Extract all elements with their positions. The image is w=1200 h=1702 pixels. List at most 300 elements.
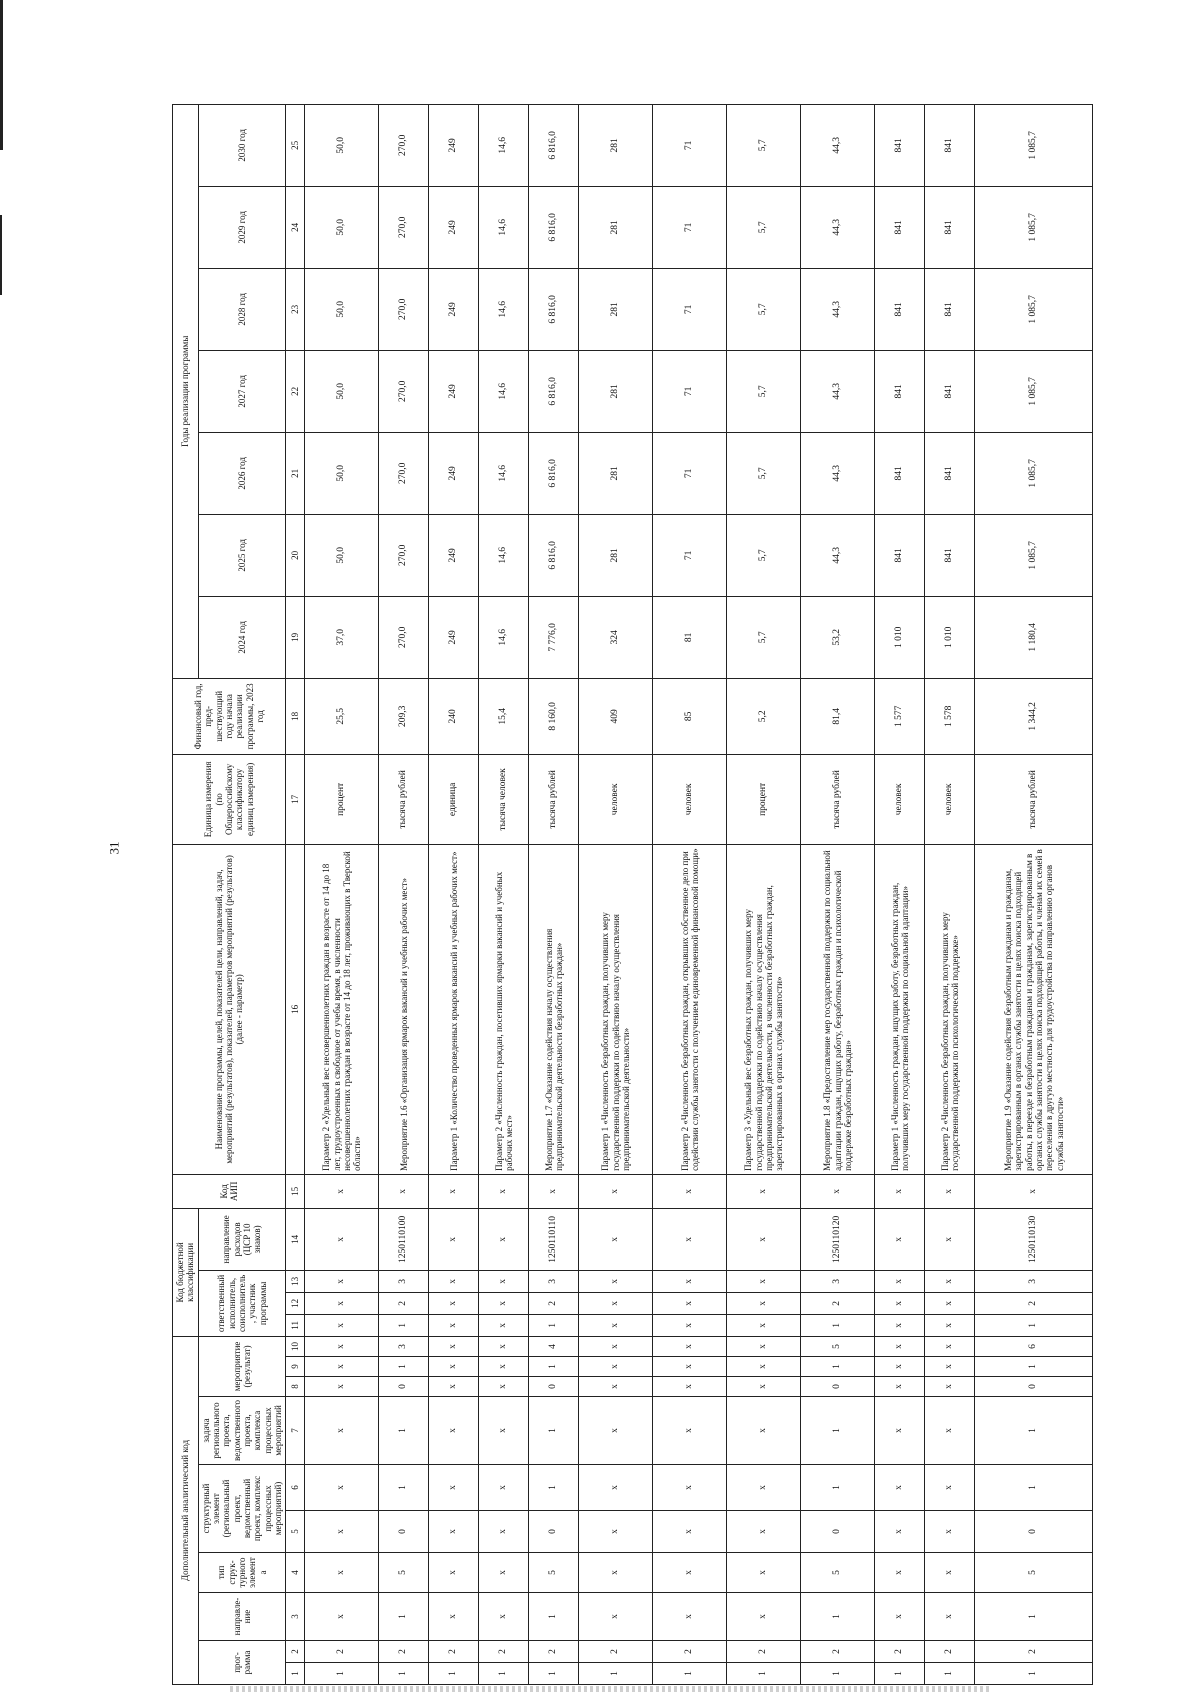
code-cell: х (429, 1336, 479, 1356)
table-row (801, 104, 875, 1684)
code-cell: х (925, 1357, 975, 1377)
code-cell: х (479, 1208, 529, 1270)
code-cell: 1 (801, 1397, 875, 1465)
header-years: Годы реализации программы (173, 104, 199, 678)
header-analytic-code: Дополнительный аналитический код (173, 1336, 199, 1684)
code-cell: 1 (727, 1663, 801, 1685)
value-cell: 71 (653, 350, 727, 432)
header-aip: Код АИП (173, 1174, 286, 1208)
code-cell: 3 (975, 1270, 1093, 1292)
row-unit: тысяча рублей (379, 754, 429, 844)
code-cell: х (579, 1511, 653, 1553)
column-number: 17 (286, 754, 305, 844)
header-program: прог-рамма (198, 1641, 286, 1685)
value-cell: 270,0 (379, 350, 429, 432)
row-name: Параметр 1 «Численность граждан, ищущих работу, безработных граждан, получивших меру государственной поддержки по социальной адаптации» (875, 844, 925, 1174)
row-name: Параметр 2 «Численность безработных граждан, получивших меру государственной поддержки по психологической поддержке» (925, 844, 975, 1174)
value-cell: 249 (429, 596, 479, 678)
value-cell: 1 085,7 (975, 104, 1093, 186)
table-row (653, 104, 727, 1684)
column-number: 9 (286, 1357, 305, 1377)
code-cell: 2 (479, 1641, 529, 1663)
column-number: 14 (286, 1208, 305, 1270)
value-cell: 71 (653, 186, 727, 268)
code-cell: 4 (529, 1336, 579, 1356)
column-number: 2 (286, 1641, 305, 1663)
header-expense: направление расходов (ЦСР 10 знаков) (198, 1208, 286, 1270)
value-cell: 5,7 (727, 596, 801, 678)
code-cell: х (579, 1397, 653, 1465)
table-row (479, 104, 529, 1684)
value-cell: 281 (579, 104, 653, 186)
value-cell: 71 (653, 104, 727, 186)
column-number: 11 (286, 1314, 305, 1336)
value-cell: 50,0 (305, 432, 379, 514)
value-cell: 50,0 (305, 104, 379, 186)
code-cell: 1 (305, 1663, 379, 1685)
code-cell: 2 (653, 1641, 727, 1663)
column-number: 8 (286, 1377, 305, 1397)
code-cell: х (305, 1511, 379, 1553)
row-name: Параметр 2 «Численность граждан, посетивших ярмарки вакансий и учебных рабочих мест» (479, 844, 529, 1174)
table-row (529, 104, 579, 1684)
code-cell: х (379, 1174, 429, 1208)
value-cell: 1 010 (925, 596, 975, 678)
code-cell: х (479, 1465, 529, 1511)
scan-edge-mark (0, 215, 2, 295)
code-cell: х (305, 1174, 379, 1208)
code-cell: х (727, 1377, 801, 1397)
row-name: Параметр 2 «Удельный вес несовершеннолетних граждан в возрасте от 14 до 18 лет, трудоустроенных в свободное от учебы время, в численности несовершеннолетних граждан в возрасте от 14 до 18 лет, проживающих в Тверской области» (305, 844, 379, 1174)
value-cell: 270,0 (379, 432, 429, 514)
column-number: 7 (286, 1397, 305, 1465)
code-cell: 5 (801, 1553, 875, 1593)
code-cell: 3 (529, 1270, 579, 1292)
code-cell: 5 (529, 1553, 579, 1593)
row-name: Мероприятие 1.9 «Оказание содействия безработным гражданам и гражданам, зарегистрированным в органах службы занятости в целях поиска подходящей работы, в переезде и безработным гражданам и гражданам, зарегистрированным в органах службы занятости в целях поиска подходящей работы, и членам их семей в переселении в другую местность для трудоустройства по направлению органов службы занятости» (975, 844, 1093, 1174)
code-cell: 1 (975, 1397, 1093, 1465)
code-cell: х (925, 1553, 975, 1593)
scan-edge-mark (0, 0, 3, 150)
value-cell: 841 (875, 186, 925, 268)
value-cell: 841 (875, 104, 925, 186)
code-cell: 0 (975, 1377, 1093, 1397)
value-cell: 1 344,2 (975, 678, 1093, 754)
header-direction: направле-ние (198, 1593, 286, 1641)
value-cell: 44,3 (801, 186, 875, 268)
value-cell: 409 (579, 678, 653, 754)
code-cell: х (875, 1553, 925, 1593)
code-cell: 1 (529, 1357, 579, 1377)
code-cell: х (875, 1511, 925, 1553)
code-cell: х (925, 1397, 975, 1465)
value-cell: 1 085,7 (975, 268, 1093, 350)
value-cell: 209,3 (379, 678, 429, 754)
value-cell: 1 085,7 (975, 514, 1093, 596)
column-number: 4 (286, 1553, 305, 1593)
value-cell: 5,7 (727, 104, 801, 186)
code-cell: 1 (379, 1397, 429, 1465)
value-cell: 281 (579, 350, 653, 432)
code-cell: х (653, 1314, 727, 1336)
page-number: 31 (106, 841, 122, 855)
row-unit: человек (579, 754, 653, 844)
header-executor: ответственный исполнитель, соисполнитель, участник программы (198, 1270, 286, 1336)
code-cell: х (429, 1465, 479, 1511)
code-cell: х (653, 1593, 727, 1641)
value-cell: 37,0 (305, 596, 379, 678)
value-cell: 270,0 (379, 514, 429, 596)
code-cell: х (579, 1174, 653, 1208)
table-row (579, 104, 653, 1684)
value-cell: 50,0 (305, 268, 379, 350)
code-cell: х (653, 1292, 727, 1314)
row-unit: тысяча рублей (975, 754, 1093, 844)
value-cell: 81 (653, 596, 727, 678)
code-cell: х (429, 1377, 479, 1397)
row-name: Параметр 1 «Численность безработных граждан, получивших меру государственной поддержки по содействию началу осуществления предпринимательской деятельности» (579, 844, 653, 1174)
header-struct-element: структурный элемент (региональный проект, ведомственный проект, комплекс процессных мероприятий) (198, 1465, 286, 1553)
code-cell: х (305, 1377, 379, 1397)
value-cell: 841 (925, 350, 975, 432)
code-cell: 1250110110 (529, 1208, 579, 1270)
code-cell: х (479, 1336, 529, 1356)
code-cell: 1 (379, 1593, 429, 1641)
header-fin-year: Финансовый год, пред-шествующий году начала реализации программы, 2023 год (173, 678, 286, 754)
code-cell: х (925, 1270, 975, 1292)
value-cell: 44,3 (801, 104, 875, 186)
value-cell: 71 (653, 432, 727, 514)
row-name: Мероприятие 1.8 «Предоставление мер государственной поддержки по социальной адаптации граждан, ищущих работу, безработных граждан и психологической поддержке безработных граждан» (801, 844, 875, 1174)
column-number: 3 (286, 1593, 305, 1641)
code-cell: х (653, 1511, 727, 1553)
code-cell: 2 (975, 1292, 1093, 1314)
row-name: Параметр 1 «Количество проведенных ярмарок вакансий и учебных рабочих мест» (429, 844, 479, 1174)
code-cell: х (479, 1397, 529, 1465)
code-cell: х (305, 1357, 379, 1377)
code-cell: 2 (529, 1641, 579, 1663)
value-cell: 6 816,0 (529, 514, 579, 596)
header-measure: мероприятие (результат) (198, 1336, 286, 1396)
code-cell: 1 (975, 1465, 1093, 1511)
value-cell: 1 085,7 (975, 186, 1093, 268)
code-cell: х (875, 1377, 925, 1397)
scan-noise (230, 1686, 990, 1692)
code-cell: 1250110120 (801, 1208, 875, 1270)
code-cell: х (305, 1553, 379, 1593)
table-row (925, 104, 975, 1684)
code-cell: х (727, 1465, 801, 1511)
code-cell: 1250110100 (379, 1208, 429, 1270)
value-cell: 6 816,0 (529, 186, 579, 268)
value-cell: 841 (875, 432, 925, 514)
code-cell: 5 (379, 1553, 429, 1593)
code-cell: х (653, 1174, 727, 1208)
code-cell: х (925, 1174, 975, 1208)
row-unit: тысяча человек (479, 754, 529, 844)
value-cell: 249 (429, 186, 479, 268)
code-cell: х (429, 1314, 479, 1336)
value-cell: 85 (653, 678, 727, 754)
code-cell: х (305, 1397, 379, 1465)
value-cell: 44,3 (801, 350, 875, 432)
value-cell: 15,4 (479, 678, 529, 754)
code-cell: 3 (379, 1270, 429, 1292)
row-unit: тысяча рублей (801, 754, 875, 844)
code-cell: 2 (305, 1641, 379, 1663)
value-cell: 14,6 (479, 268, 529, 350)
code-cell: х (579, 1208, 653, 1270)
code-cell: х (727, 1397, 801, 1465)
column-number-row (286, 104, 305, 1684)
value-cell: 281 (579, 268, 653, 350)
column-number: 5 (286, 1511, 305, 1553)
code-cell: х (801, 1174, 875, 1208)
value-cell: 14,6 (479, 104, 529, 186)
value-cell: 14,6 (479, 186, 529, 268)
code-cell: 3 (379, 1336, 429, 1356)
value-cell: 5,2 (727, 678, 801, 754)
code-cell: х (579, 1553, 653, 1593)
code-cell: 2 (579, 1641, 653, 1663)
code-cell: х (579, 1270, 653, 1292)
code-cell: х (727, 1593, 801, 1641)
column-number: 15 (286, 1174, 305, 1208)
code-cell: х (479, 1314, 529, 1336)
code-cell: х (875, 1208, 925, 1270)
code-cell: 1 (379, 1663, 429, 1685)
value-cell: 44,3 (801, 432, 875, 514)
code-cell: х (727, 1174, 801, 1208)
value-cell: 270,0 (379, 104, 429, 186)
code-cell: х (305, 1336, 379, 1356)
value-cell: 5,7 (727, 268, 801, 350)
column-number: 21 (286, 432, 305, 514)
code-cell: 1 (529, 1397, 579, 1465)
code-cell: х (479, 1593, 529, 1641)
value-cell: 14,6 (479, 596, 529, 678)
code-cell: х (727, 1292, 801, 1314)
value-cell: 841 (925, 186, 975, 268)
code-cell: х (727, 1270, 801, 1292)
header-struct-type: тип струк-турного элемента (198, 1553, 286, 1593)
code-cell: 0 (975, 1511, 1093, 1553)
code-cell: х (305, 1593, 379, 1641)
value-cell: 50,0 (305, 350, 379, 432)
code-cell: 1 (379, 1314, 429, 1336)
value-cell: 1 578 (925, 678, 975, 754)
code-cell: х (875, 1336, 925, 1356)
value-cell: 281 (579, 432, 653, 514)
value-cell: 71 (653, 268, 727, 350)
value-cell: 6 816,0 (529, 350, 579, 432)
code-cell: 1 (801, 1465, 875, 1511)
row-unit: тысяча рублей (529, 754, 579, 844)
code-cell: 2 (801, 1292, 875, 1314)
code-cell: х (925, 1336, 975, 1356)
value-cell: 6 816,0 (529, 268, 579, 350)
code-cell: 1 (529, 1465, 579, 1511)
value-cell: 240 (429, 678, 479, 754)
table-body (305, 104, 1093, 1684)
code-cell: х (479, 1357, 529, 1377)
column-number: 16 (286, 844, 305, 1174)
code-cell: х (875, 1314, 925, 1336)
code-cell: 1 (975, 1314, 1093, 1336)
code-cell: х (305, 1292, 379, 1314)
code-cell: 2 (925, 1641, 975, 1663)
row-name: Мероприятие 1.7 «Оказание содействия началу осуществления предпринимательской деятельности безработных граждан» (529, 844, 579, 1174)
code-cell: х (579, 1292, 653, 1314)
value-cell: 6 816,0 (529, 104, 579, 186)
value-cell: 44,3 (801, 268, 875, 350)
value-cell: 50,0 (305, 186, 379, 268)
table-row (429, 104, 479, 1684)
code-cell: х (429, 1208, 479, 1270)
code-cell: х (925, 1292, 975, 1314)
code-cell: х (479, 1377, 529, 1397)
table-row (975, 104, 1093, 1684)
table-row (727, 104, 801, 1684)
value-cell: 841 (875, 514, 925, 596)
value-cell: 324 (579, 596, 653, 678)
code-cell: 1 (529, 1663, 579, 1685)
table-row (305, 104, 379, 1684)
code-cell: 2 (801, 1641, 875, 1663)
value-cell: 81,4 (801, 678, 875, 754)
value-cell: 14,6 (479, 350, 529, 432)
code-cell: 1 (975, 1663, 1093, 1685)
code-cell: 1 (579, 1663, 653, 1685)
code-cell: х (429, 1511, 479, 1553)
value-cell: 249 (429, 104, 479, 186)
value-cell: 8 160,0 (529, 678, 579, 754)
code-cell: х (875, 1465, 925, 1511)
header-name: Наименование программы, целей, показателей цели, направлений, задач, мероприятий (результатов), показателей, параметров мероприятий (результатов) (далее - параметр) (173, 844, 286, 1174)
code-cell: 1 (379, 1465, 429, 1511)
code-cell: х (653, 1553, 727, 1593)
header-task: задача регионального проекта, ведомственного проекта, комплекса процессных мероприятий (198, 1397, 286, 1465)
code-cell: х (653, 1465, 727, 1511)
value-cell: 14,6 (479, 432, 529, 514)
code-cell: х (653, 1336, 727, 1356)
code-cell: 5 (801, 1336, 875, 1356)
value-cell: 44,3 (801, 514, 875, 596)
code-cell: х (429, 1270, 479, 1292)
value-cell: 270,0 (379, 186, 429, 268)
code-cell: х (579, 1314, 653, 1336)
code-cell: х (975, 1174, 1093, 1208)
program-table (172, 104, 1093, 1685)
code-cell: х (429, 1292, 479, 1314)
value-cell: 5,7 (727, 514, 801, 596)
code-cell: х (653, 1377, 727, 1397)
value-cell: 841 (925, 514, 975, 596)
value-cell: 53,2 (801, 596, 875, 678)
code-cell: 5 (975, 1553, 1093, 1593)
value-cell: 281 (579, 514, 653, 596)
column-number: 13 (286, 1270, 305, 1292)
code-cell: 1 (801, 1314, 875, 1336)
code-cell: 2 (379, 1641, 429, 1663)
code-cell: 1 (875, 1663, 925, 1685)
code-cell: х (479, 1270, 529, 1292)
value-cell: 1 085,7 (975, 350, 1093, 432)
table-row (875, 104, 925, 1684)
code-cell: 2 (727, 1641, 801, 1663)
code-cell: х (305, 1270, 379, 1292)
code-cell: х (305, 1314, 379, 1336)
header-2024: 2024 год (198, 596, 286, 678)
code-cell: х (925, 1465, 975, 1511)
code-cell: 1250110130 (975, 1208, 1093, 1270)
code-cell: х (579, 1465, 653, 1511)
value-cell: 841 (925, 268, 975, 350)
code-cell: х (429, 1553, 479, 1593)
code-cell: 1 (925, 1663, 975, 1685)
column-number: 18 (286, 678, 305, 754)
code-cell: 1 (429, 1663, 479, 1685)
table-row (379, 104, 429, 1684)
code-cell: х (653, 1397, 727, 1465)
code-cell: 2 (975, 1641, 1093, 1663)
code-cell: 0 (529, 1511, 579, 1553)
row-name: Параметр 3 «Удельный вес безработных граждан, получивших меру государственной поддержки по содействию началу осуществления предпринимательской деятельности, в численности безработных граждан, зарегистрированных в органах службы занятости» (727, 844, 801, 1174)
code-cell: х (429, 1593, 479, 1641)
header-2028: 2028 год (198, 268, 286, 350)
code-cell: 1 (975, 1593, 1093, 1641)
code-cell: х (727, 1208, 801, 1270)
value-cell: 1 010 (875, 596, 925, 678)
value-cell: 50,0 (305, 514, 379, 596)
header-2027: 2027 год (198, 350, 286, 432)
code-cell: х (925, 1511, 975, 1553)
code-cell: х (579, 1336, 653, 1356)
code-cell: 0 (379, 1377, 429, 1397)
code-cell: 1 (529, 1314, 579, 1336)
value-cell: 841 (925, 104, 975, 186)
value-cell: 71 (653, 514, 727, 596)
column-number: 22 (286, 350, 305, 432)
code-cell: х (727, 1357, 801, 1377)
row-unit: процент (727, 754, 801, 844)
code-cell: 0 (801, 1511, 875, 1553)
header-2025: 2025 год (198, 514, 286, 596)
value-cell: 5,7 (727, 186, 801, 268)
value-cell: 1 085,7 (975, 432, 1093, 514)
code-cell: х (479, 1553, 529, 1593)
code-cell: х (479, 1174, 529, 1208)
code-cell: 0 (529, 1377, 579, 1397)
code-cell: 0 (379, 1511, 429, 1553)
code-cell: 2 (875, 1641, 925, 1663)
value-cell: 6 816,0 (529, 432, 579, 514)
code-cell: х (925, 1208, 975, 1270)
value-cell: 1 180,4 (975, 596, 1093, 678)
code-cell: 1 (479, 1663, 529, 1685)
row-unit: единица (429, 754, 479, 844)
header-2026: 2026 год (198, 432, 286, 514)
code-cell: х (305, 1208, 379, 1270)
code-cell: х (653, 1270, 727, 1292)
code-cell: 1 (653, 1663, 727, 1685)
value-cell: 1 577 (875, 678, 925, 754)
code-cell: х (875, 1292, 925, 1314)
value-cell: 841 (925, 432, 975, 514)
code-cell: х (305, 1465, 379, 1511)
code-cell: 0 (801, 1377, 875, 1397)
code-cell: 3 (801, 1270, 875, 1292)
